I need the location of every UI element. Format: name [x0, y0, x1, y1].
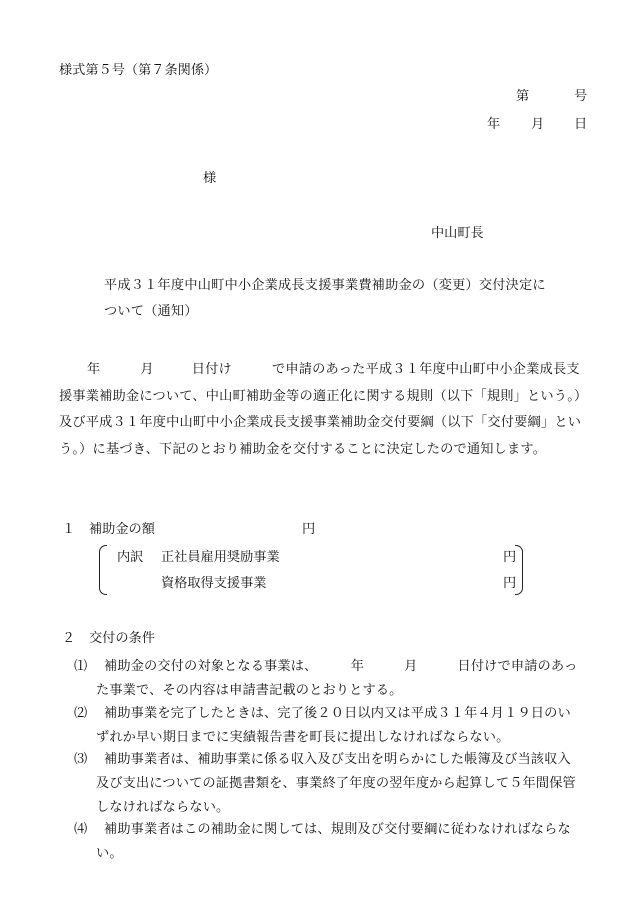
sender: 中山町長 [431, 226, 484, 241]
breakdown-item-unit: 円 [503, 576, 517, 591]
condition-number: ⑶ [74, 752, 88, 767]
condition-text: 補助事業者はこの補助金に関しては、規則及び交付要綱に従わなければならない。 [96, 822, 571, 861]
doc-number-prefix: 第 [516, 89, 530, 104]
condition-number: ⑷ [74, 822, 88, 837]
section1-number: １ [62, 522, 76, 537]
subject-line-1: 平成３１年度中山町中小企業成長支援事業費補助金の（変更）交付決定に [104, 278, 546, 293]
section1-label: 補助金の額 [89, 522, 155, 537]
breakdown-item-unit: 円 [503, 550, 517, 565]
section1-unit: 円 [302, 522, 316, 537]
section2-label: 交付の条件 [89, 631, 155, 646]
condition-number: ⑵ [74, 706, 88, 721]
condition-number: ⑴ [74, 659, 88, 674]
breakdown-label: 内訳 [117, 550, 144, 565]
left-bracket [99, 545, 107, 595]
body-date-year: 年 [87, 362, 101, 377]
breakdown-item-name: 正社員雇用奨励事業 [161, 550, 280, 565]
addressee: 様 [203, 171, 217, 186]
date-day: 日 [574, 117, 588, 132]
condition-text: 補助事業者は、補助事業に係る収入及び支出を明らかにした帳簿及び当該収入及び支出についての証拠書類を、事業終了年度の翌年度から起算して５年間保管しなければならない。 [96, 752, 576, 815]
date-month: 月 [531, 117, 545, 132]
condition-text: 補助金の交付の対象となる事業は、 年 月 日付けで申請のあった事業で、その内容は申請書記載のとおりとする。 [96, 659, 578, 698]
date-year: 年 [487, 117, 501, 132]
doc-number-suffix: 号 [574, 89, 588, 104]
body-date-month: 月 [140, 362, 154, 377]
body-text: で申請のあった平成３１年度中山町中小企業成長支援事業補助金について、中山町補助金等の適正化に関する規則（以下「規則」という。）及び平成３１年度中山町中小企業成長支援事業補助金交付要綱（以下「交付要綱」という。）に基づき、下記のとおり補助金を交付することに決定したので通知します。 [59, 362, 582, 457]
right-bracket [515, 545, 523, 595]
subject-line-2: ついて（通知） [104, 304, 198, 319]
form-label: 様式第５号（第７条関係） [59, 63, 218, 78]
condition-text: 補助事業を完了したときは、完了後２０日以内又は平成３１年４月１９日のいずれか早い期日までに実績報告書を町長に提出しなければならない。 [96, 706, 571, 745]
body-paragraph [59, 357, 584, 463]
section2-number: ２ [62, 631, 76, 646]
body-date-day: 日付け [191, 362, 232, 377]
breakdown-item-name: 資格取得支援事業 [161, 576, 267, 591]
